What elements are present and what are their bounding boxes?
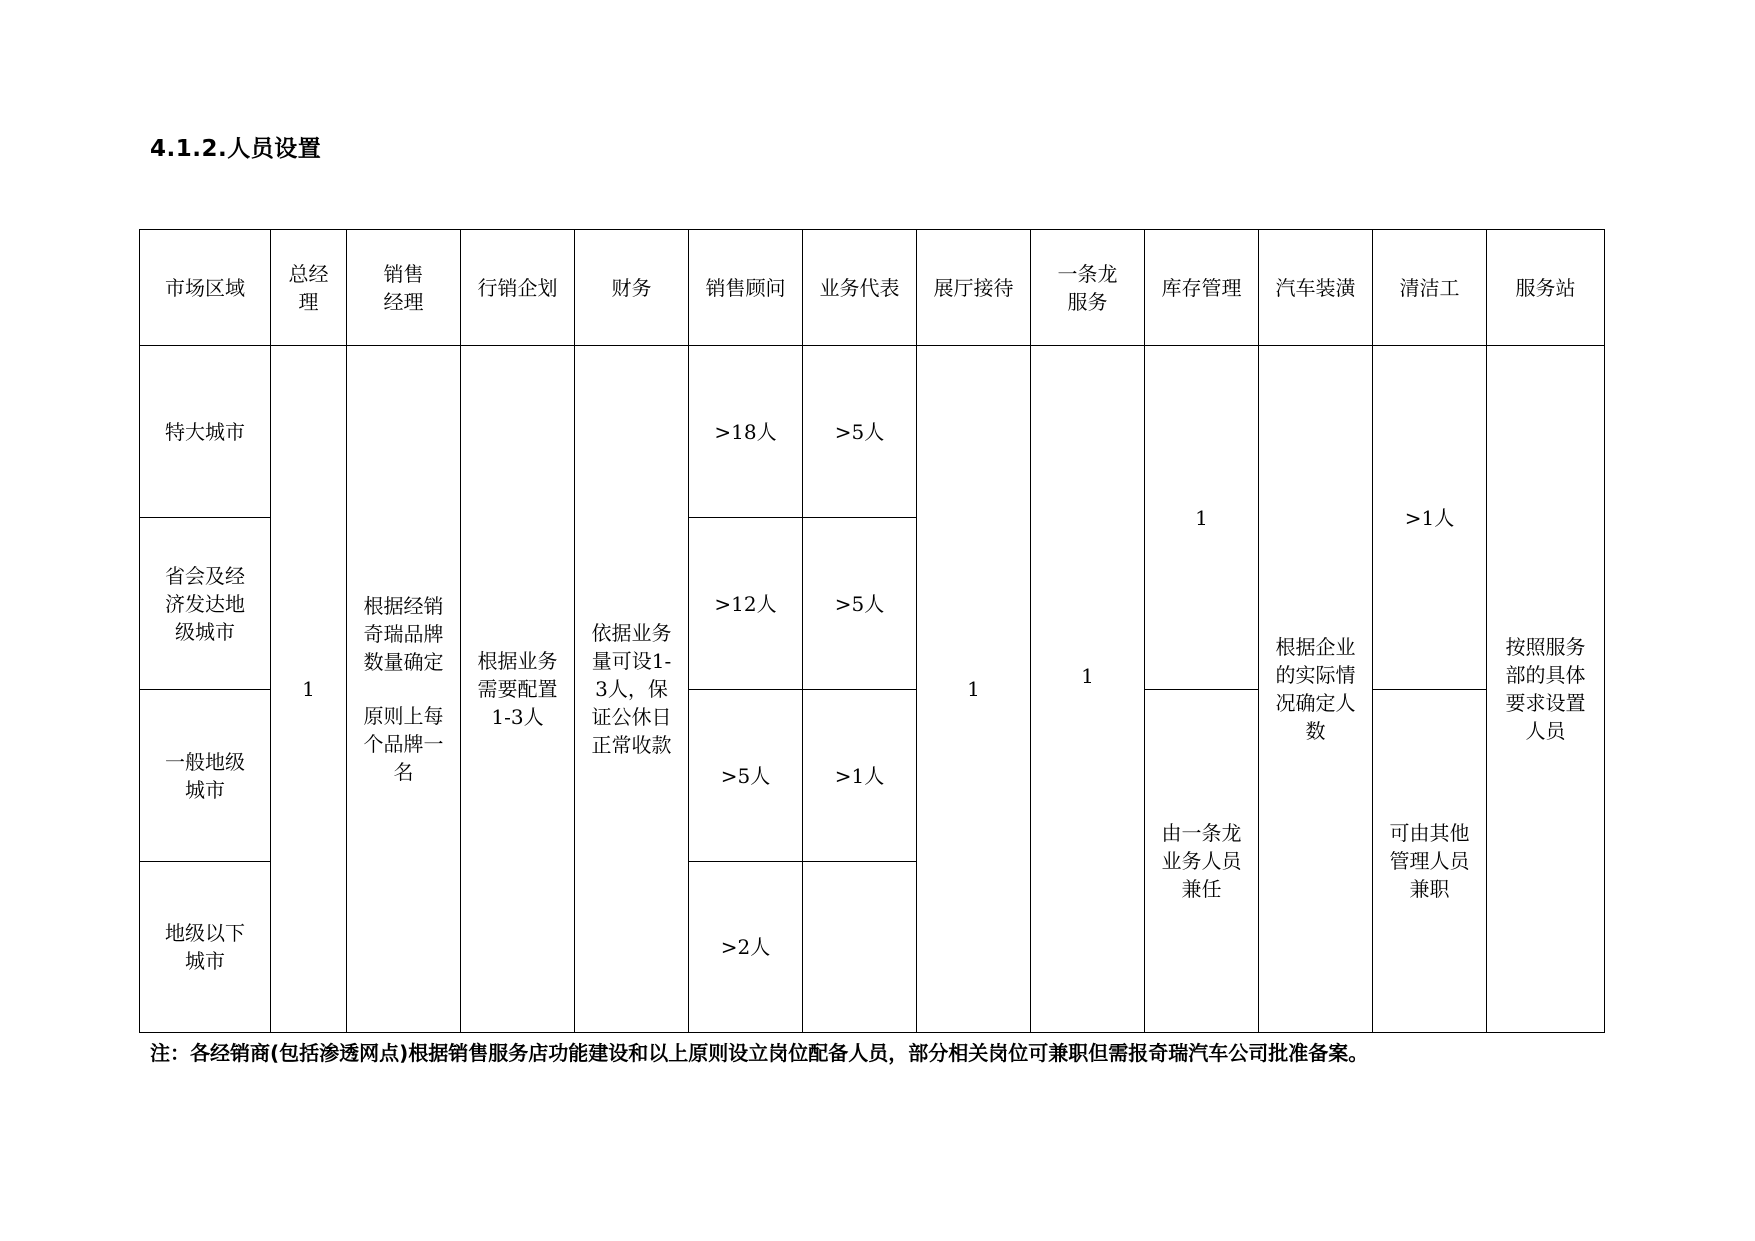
business-rep-cell xyxy=(803,862,917,1033)
header-market-area: 市场区域 xyxy=(140,230,271,346)
finance-cell xyxy=(575,346,689,1033)
header-inventory-management: 库存管理 xyxy=(1145,230,1259,346)
sales-manager-line: 个品牌一 xyxy=(363,732,444,756)
business-rep-cell: >5人 xyxy=(803,346,917,518)
sales-consultant-cell: >18人 xyxy=(689,346,803,518)
header-sales-manager: 销售经理 xyxy=(347,230,461,346)
staffing-table xyxy=(139,229,1605,1033)
business-rep-cell: >5人 xyxy=(803,518,917,690)
market-cell: 特大城市 xyxy=(140,346,271,518)
service-station-cell xyxy=(1487,346,1605,1033)
inventory-top-cell: 1 xyxy=(1145,346,1259,690)
sales-manager-cell xyxy=(347,346,461,1033)
finance-line: 3人，保 xyxy=(595,677,668,701)
cleaner-line: 兼职 xyxy=(1409,877,1450,901)
footnote: 注：各经销商(包括渗透网点)根据销售服务店功能建设和以上原则设立岗位配备人员，部分相关岗位可兼职但需报奇瑞汽车公司批准备案。 xyxy=(150,1041,1369,1065)
inventory-bottom-cell xyxy=(1145,690,1259,1033)
showroom-reception-cell: 1 xyxy=(917,346,1031,1033)
car-decoration-cell xyxy=(1259,346,1373,1033)
header-marketing-planning: 行销企划 xyxy=(461,230,575,346)
sales-consultant-cell: >5人 xyxy=(689,690,803,862)
service-station-line: 人员 xyxy=(1525,719,1566,743)
service-station-line: 部的具体 xyxy=(1505,663,1586,687)
marketing-line: 根据业务 xyxy=(477,649,558,673)
one-stop-service-cell: 1 xyxy=(1031,346,1145,1033)
table-row xyxy=(140,346,1605,518)
inventory-line: 兼任 xyxy=(1181,877,1222,901)
service-station-line: 按照服务 xyxy=(1505,635,1586,659)
market-cell: 地级以下城市 xyxy=(140,862,271,1033)
sales-consultant-cell: >2人 xyxy=(689,862,803,1033)
marketing-line: 需要配置 xyxy=(477,677,558,701)
cleaner-line: 可由其他 xyxy=(1389,821,1470,845)
header-cleaner: 清洁工 xyxy=(1373,230,1487,346)
decoration-line: 况确定人 xyxy=(1275,691,1356,715)
business-rep-cell: >1人 xyxy=(803,690,917,862)
header-car-decoration: 汽车装潢 xyxy=(1259,230,1373,346)
cleaner-bottom-cell xyxy=(1373,690,1487,1033)
decoration-line: 根据企业 xyxy=(1275,635,1356,659)
header-general-manager: 总经理 xyxy=(271,230,347,346)
sales-manager-line: 原则上每 xyxy=(363,704,444,728)
finance-line: 证公休日 xyxy=(591,705,672,729)
cleaner-line: 管理人员 xyxy=(1389,849,1470,873)
sales-manager-line: 根据经销 xyxy=(363,594,444,618)
market-cell: 省会及经济发达地级城市 xyxy=(140,518,271,690)
inventory-line: 由一条龙 xyxy=(1161,821,1242,845)
header-finance: 财务 xyxy=(575,230,689,346)
header-showroom-reception: 展厅接待 xyxy=(917,230,1031,346)
decoration-line: 的实际情 xyxy=(1275,663,1356,687)
section-heading: 4.1.2.人员设置 xyxy=(150,136,322,162)
cleaner-top-cell: >1人 xyxy=(1373,346,1487,690)
sales-manager-line: 数量确定 xyxy=(363,650,444,674)
table-header-row xyxy=(140,230,1605,346)
sales-manager-line: 奇瑞品牌 xyxy=(363,622,444,646)
finance-line: 量可设1- xyxy=(591,649,672,673)
marketing-line: 1-3人 xyxy=(491,705,544,729)
header-service-station: 服务站 xyxy=(1487,230,1605,346)
sales-consultant-cell: >12人 xyxy=(689,518,803,690)
finance-line: 依据业务 xyxy=(591,621,672,645)
header-business-rep: 业务代表 xyxy=(803,230,917,346)
service-station-line: 要求设置 xyxy=(1505,691,1586,715)
header-sales-consultant: 销售顾问 xyxy=(689,230,803,346)
general-manager-cell: 1 xyxy=(271,346,347,1033)
inventory-line: 业务人员 xyxy=(1161,849,1242,873)
finance-line: 正常收款 xyxy=(591,733,672,757)
decoration-line: 数 xyxy=(1305,719,1326,743)
market-cell: 一般地级城市 xyxy=(140,690,271,862)
marketing-planning-cell xyxy=(461,346,575,1033)
header-one-stop-service: 一条龙服务 xyxy=(1031,230,1145,346)
sales-manager-line: 名 xyxy=(393,760,414,784)
